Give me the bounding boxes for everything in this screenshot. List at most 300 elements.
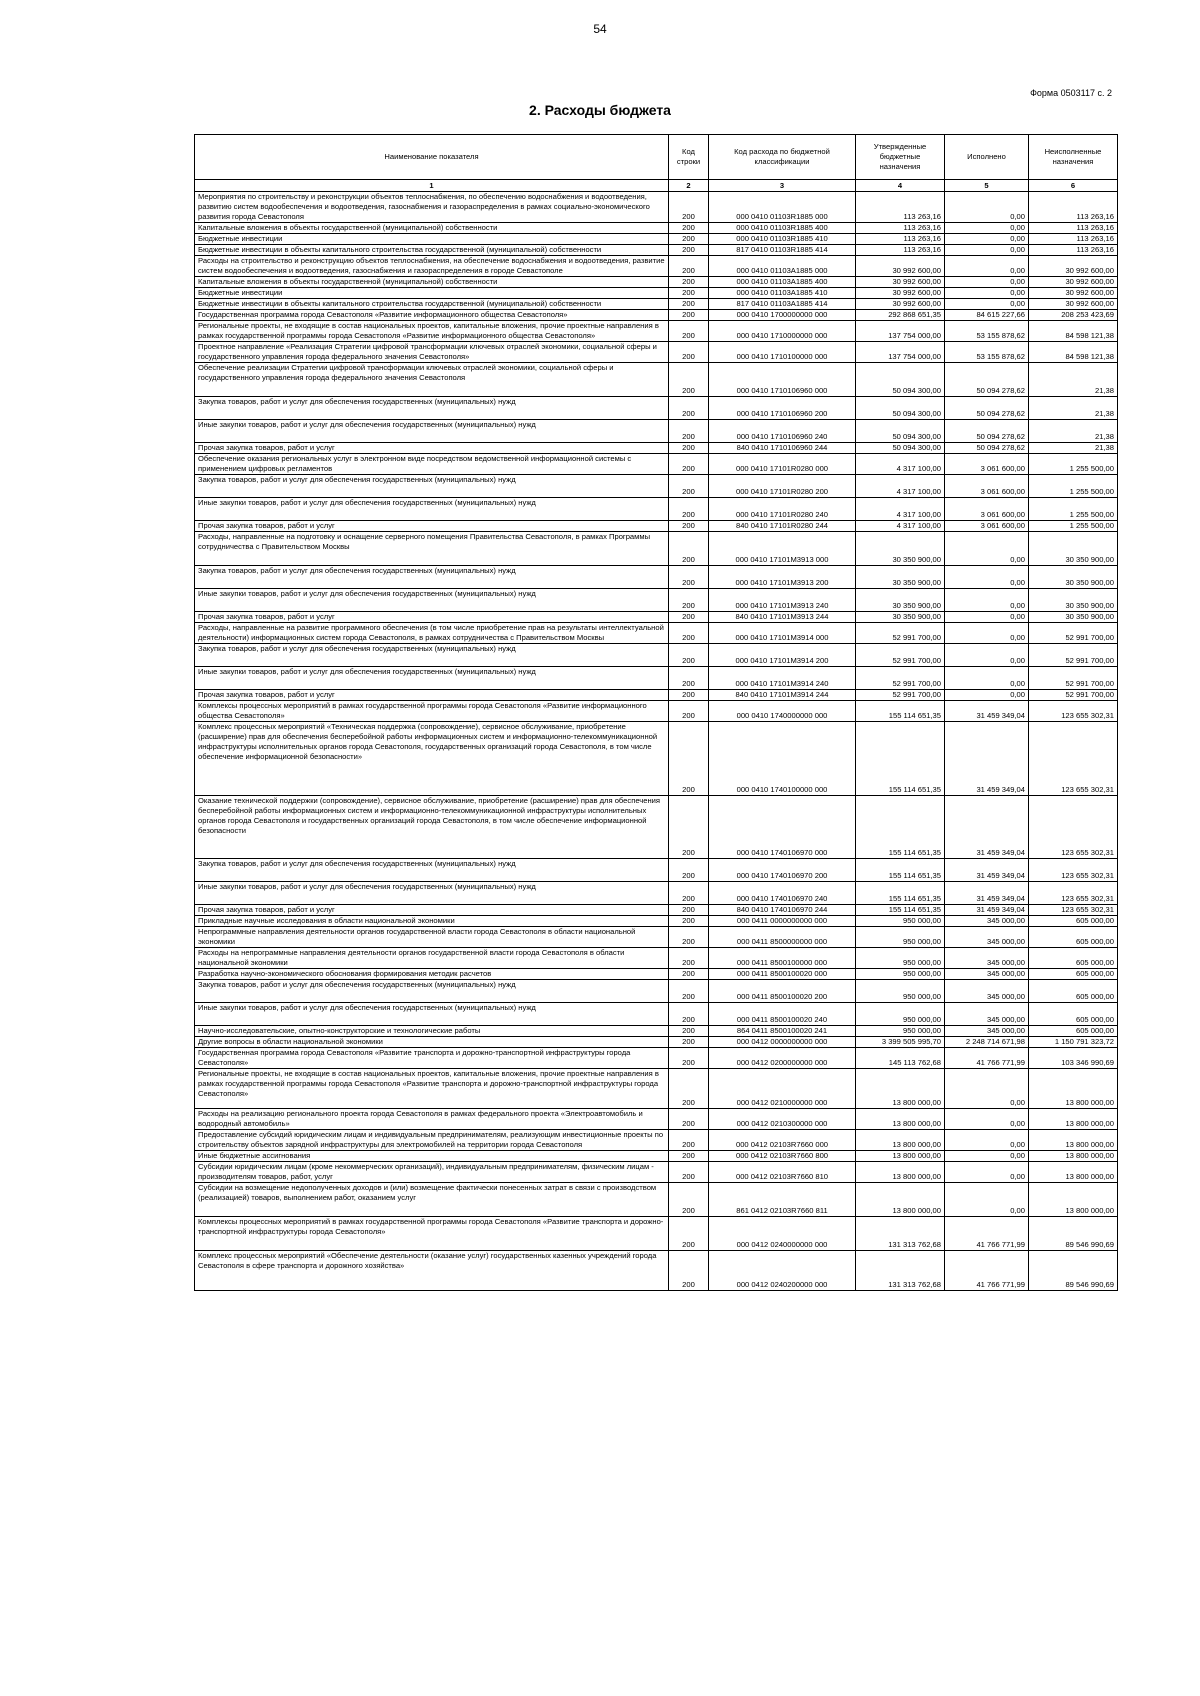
table-row bbox=[195, 532, 1118, 566]
row-approved: 155 114 651,35 bbox=[856, 722, 945, 796]
row-approved: 30 992 600,00 bbox=[856, 299, 945, 310]
row-budget-code: 840 0410 17101M3913 244 bbox=[709, 612, 856, 623]
row-executed: 345 000,00 bbox=[945, 916, 1029, 927]
row-budget-code: 000 0412 0210000000 000 bbox=[709, 1069, 856, 1109]
row-code: 200 bbox=[669, 1162, 709, 1183]
row-name: Обеспечение оказания региональных услуг в электронном виде посредством ведомственной информационной системы с применением цифровых регламентов bbox=[195, 454, 669, 475]
row-name: Иные закупки товаров, работ и услуг для обеспечения государственных (муниципальных) нужд bbox=[195, 667, 669, 690]
row-name: Региональные проекты, не входящие в состав национальных проектов, капитальные вложения, прочие проектные направления в рамках государственной программы города Севастополя «Развитие транспорта и дорожно-транспортной инфраструктуры города Севастополя» bbox=[195, 1069, 669, 1109]
row-budget-code: 000 0412 0000000000 000 bbox=[709, 1037, 856, 1048]
row-approved: 950 000,00 bbox=[856, 969, 945, 980]
row-unexecuted: 1 255 500,00 bbox=[1029, 498, 1118, 521]
row-code: 200 bbox=[669, 1251, 709, 1291]
row-unexecuted: 605 000,00 bbox=[1029, 927, 1118, 948]
row-unexecuted: 30 992 600,00 bbox=[1029, 256, 1118, 277]
row-name: Непрограммные направления деятельности органов государственной власти города Севастополя в области национальной экономики bbox=[195, 927, 669, 948]
row-approved: 30 992 600,00 bbox=[856, 288, 945, 299]
row-unexecuted: 52 991 700,00 bbox=[1029, 623, 1118, 644]
row-unexecuted: 13 800 000,00 bbox=[1029, 1109, 1118, 1130]
row-unexecuted: 113 263,16 bbox=[1029, 192, 1118, 223]
row-budget-code: 861 0412 02103R7660 811 bbox=[709, 1183, 856, 1217]
row-executed: 345 000,00 bbox=[945, 948, 1029, 969]
table-row bbox=[195, 882, 1118, 905]
row-executed: 3 061 600,00 bbox=[945, 475, 1029, 498]
row-unexecuted: 113 263,16 bbox=[1029, 234, 1118, 245]
row-name: Другие вопросы в области национальной экономики bbox=[195, 1037, 669, 1048]
table-row bbox=[195, 1069, 1118, 1109]
row-code: 200 bbox=[669, 363, 709, 397]
row-unexecuted: 1 255 500,00 bbox=[1029, 454, 1118, 475]
row-executed: 50 094 278,62 bbox=[945, 420, 1029, 443]
row-executed: 50 094 278,62 bbox=[945, 397, 1029, 420]
row-name: Прочая закупка товаров, работ и услуг bbox=[195, 612, 669, 623]
row-name: Мероприятия по строительству и реконструкции объектов теплоснабжения, по обеспечению водоснабжения и водоотведения, развитию систем водообеспечения и водоотведения, газоснабжения и газораспределения в рамках социально-экономического развития города Севастополя bbox=[195, 192, 669, 223]
row-executed: 0,00 bbox=[945, 690, 1029, 701]
row-budget-code: 000 0410 17101M3913 200 bbox=[709, 566, 856, 589]
row-code: 200 bbox=[669, 288, 709, 299]
row-unexecuted: 30 350 900,00 bbox=[1029, 589, 1118, 612]
row-budget-code: 000 0411 8500100020 000 bbox=[709, 969, 856, 980]
row-executed: 345 000,00 bbox=[945, 980, 1029, 1003]
row-name: Государственная программа города Севастополя «Развитие информационного общества Севастополя» bbox=[195, 310, 669, 321]
table-row bbox=[195, 1003, 1118, 1026]
row-approved: 30 992 600,00 bbox=[856, 256, 945, 277]
budget-expenses-table bbox=[194, 134, 1118, 1291]
row-approved: 13 800 000,00 bbox=[856, 1162, 945, 1183]
header-name: Наименование показателя bbox=[195, 135, 669, 180]
row-budget-code: 000 0410 17101M3914 240 bbox=[709, 667, 856, 690]
row-executed: 0,00 bbox=[945, 623, 1029, 644]
table-row bbox=[195, 1183, 1118, 1217]
row-unexecuted: 1 150 791 323,72 bbox=[1029, 1037, 1118, 1048]
row-approved: 292 868 651,35 bbox=[856, 310, 945, 321]
table-row bbox=[195, 420, 1118, 443]
row-code: 200 bbox=[669, 342, 709, 363]
row-code: 200 bbox=[669, 521, 709, 532]
row-unexecuted: 13 800 000,00 bbox=[1029, 1183, 1118, 1217]
table-row bbox=[195, 667, 1118, 690]
table-row bbox=[195, 905, 1118, 916]
row-executed: 0,00 bbox=[945, 667, 1029, 690]
row-budget-code: 000 0410 1710000000 000 bbox=[709, 321, 856, 342]
table-row bbox=[195, 397, 1118, 420]
row-code: 200 bbox=[669, 1183, 709, 1217]
row-code: 200 bbox=[669, 223, 709, 234]
row-budget-code: 000 0410 1740100000 000 bbox=[709, 722, 856, 796]
row-budget-code: 000 0410 1710100000 000 bbox=[709, 342, 856, 363]
row-approved: 50 094 300,00 bbox=[856, 363, 945, 397]
row-executed: 31 459 349,04 bbox=[945, 722, 1029, 796]
row-code: 200 bbox=[669, 612, 709, 623]
table-row bbox=[195, 363, 1118, 397]
table-row bbox=[195, 859, 1118, 882]
row-code: 200 bbox=[669, 905, 709, 916]
table-row bbox=[195, 1130, 1118, 1151]
header-budget-code: Код расхода по бюджетной классификации bbox=[709, 135, 856, 180]
row-unexecuted: 123 655 302,31 bbox=[1029, 882, 1118, 905]
row-approved: 137 754 000,00 bbox=[856, 342, 945, 363]
table-row bbox=[195, 234, 1118, 245]
row-code: 200 bbox=[669, 690, 709, 701]
row-name: Комплекс процессных мероприятий «Техническая поддержка (сопровождение), сервисное обслуживание, приобретение (расширение) прав для обеспечения бесперебойной работы информационных систем и информационно-телекоммуникационной инфраструктуры исполнительных органов города Севастополя, государственных организаций города Севастополя, в том числе обеспечение информационной безопасности» bbox=[195, 722, 669, 796]
row-budget-code: 000 0410 01103R1885 410 bbox=[709, 234, 856, 245]
row-code: 200 bbox=[669, 859, 709, 882]
row-budget-code: 000 0410 1740106970 200 bbox=[709, 859, 856, 882]
header-approved: Утвержденные бюджетные назначения bbox=[856, 135, 945, 180]
row-executed: 345 000,00 bbox=[945, 927, 1029, 948]
row-budget-code: 000 0410 1740106970 000 bbox=[709, 796, 856, 859]
row-unexecuted: 21,38 bbox=[1029, 420, 1118, 443]
row-executed: 41 766 771,99 bbox=[945, 1048, 1029, 1069]
row-unexecuted: 21,38 bbox=[1029, 443, 1118, 454]
row-code: 200 bbox=[669, 245, 709, 256]
row-unexecuted: 89 546 990,69 bbox=[1029, 1217, 1118, 1251]
row-code: 200 bbox=[669, 321, 709, 342]
row-executed: 31 459 349,04 bbox=[945, 796, 1029, 859]
row-approved: 3 399 505 995,70 bbox=[856, 1037, 945, 1048]
table-row bbox=[195, 1037, 1118, 1048]
table-row bbox=[195, 623, 1118, 644]
row-approved: 52 991 700,00 bbox=[856, 667, 945, 690]
row-budget-code: 000 0412 02103R7660 000 bbox=[709, 1130, 856, 1151]
row-approved: 52 991 700,00 bbox=[856, 644, 945, 667]
row-unexecuted: 52 991 700,00 bbox=[1029, 644, 1118, 667]
row-executed: 0,00 bbox=[945, 234, 1029, 245]
row-unexecuted: 21,38 bbox=[1029, 397, 1118, 420]
row-name: Иные закупки товаров, работ и услуг для обеспечения государственных (муниципальных) нужд bbox=[195, 589, 669, 612]
row-name: Иные закупки товаров, работ и услуг для обеспечения государственных (муниципальных) нужд bbox=[195, 1003, 669, 1026]
row-executed: 0,00 bbox=[945, 1162, 1029, 1183]
row-approved: 131 313 762,68 bbox=[856, 1251, 945, 1291]
table-row bbox=[195, 498, 1118, 521]
row-approved: 4 317 100,00 bbox=[856, 498, 945, 521]
row-code: 200 bbox=[669, 623, 709, 644]
row-code: 200 bbox=[669, 443, 709, 454]
column-number: 3 bbox=[709, 180, 856, 192]
table-row bbox=[195, 1048, 1118, 1069]
row-unexecuted: 30 992 600,00 bbox=[1029, 277, 1118, 288]
row-name: Расходы, направленные на подготовку и оснащение серверного помещения Правительства Севастополя, в рамках Программы сотрудничества с Правительством Москвы bbox=[195, 532, 669, 566]
row-name: Закупка товаров, работ и услуг для обеспечения государственных (муниципальных) нужд bbox=[195, 980, 669, 1003]
row-code: 200 bbox=[669, 1003, 709, 1026]
row-executed: 0,00 bbox=[945, 644, 1029, 667]
row-name: Закупка товаров, работ и услуг для обеспечения государственных (муниципальных) нужд bbox=[195, 397, 669, 420]
row-name: Прочая закупка товаров, работ и услуг bbox=[195, 443, 669, 454]
row-executed: 0,00 bbox=[945, 1109, 1029, 1130]
row-unexecuted: 52 991 700,00 bbox=[1029, 667, 1118, 690]
row-name: Закупка товаров, работ и услуг для обеспечения государственных (муниципальных) нужд bbox=[195, 859, 669, 882]
row-approved: 113 263,16 bbox=[856, 223, 945, 234]
row-name: Комплексы процессных мероприятий в рамках государственной программы города Севастополя «Развитие информационного общества Севастополя» bbox=[195, 701, 669, 722]
row-code: 200 bbox=[669, 256, 709, 277]
table-row bbox=[195, 223, 1118, 234]
row-name: Региональные проекты, не входящие в состав национальных проектов, капитальные вложения, прочие проектные направления в рамках государственной программы города Севастополя «Развитие информационного общества Севастополя» bbox=[195, 321, 669, 342]
row-unexecuted: 123 655 302,31 bbox=[1029, 701, 1118, 722]
row-approved: 52 991 700,00 bbox=[856, 623, 945, 644]
row-code: 200 bbox=[669, 1069, 709, 1109]
row-budget-code: 840 0410 17101M3914 244 bbox=[709, 690, 856, 701]
table-row bbox=[195, 1217, 1118, 1251]
row-name: Комплексы процессных мероприятий в рамках государственной программы города Севастополя «Развитие транспорта и дорожно-транспортной инфраструктуры города Севастополя» bbox=[195, 1217, 669, 1251]
row-executed: 0,00 bbox=[945, 566, 1029, 589]
row-name: Закупка товаров, работ и услуг для обеспечения государственных (муниципальных) нужд bbox=[195, 475, 669, 498]
row-executed: 0,00 bbox=[945, 288, 1029, 299]
row-code: 200 bbox=[669, 796, 709, 859]
row-name: Проектное направление «Реализация Стратегии цифровой трансформации ключевых отраслей экономики, социальной сферы и государственного управления города федерального значения Севастополя» bbox=[195, 342, 669, 363]
table-row bbox=[195, 980, 1118, 1003]
row-unexecuted: 89 546 990,69 bbox=[1029, 1251, 1118, 1291]
row-approved: 155 114 651,35 bbox=[856, 796, 945, 859]
row-code: 200 bbox=[669, 454, 709, 475]
row-budget-code: 000 0412 0240000000 000 bbox=[709, 1217, 856, 1251]
row-name: Субсидии на возмещение недополученных доходов и (или) возмещение фактически понесенных затрат в связи с производством (реализацией) товаров, выполнением работ, оказанием услуг bbox=[195, 1183, 669, 1217]
table-row bbox=[195, 612, 1118, 623]
row-approved: 13 800 000,00 bbox=[856, 1069, 945, 1109]
row-budget-code: 000 0410 1740106970 240 bbox=[709, 882, 856, 905]
column-number: 1 bbox=[195, 180, 669, 192]
row-executed: 50 094 278,62 bbox=[945, 363, 1029, 397]
row-executed: 31 459 349,04 bbox=[945, 905, 1029, 916]
row-unexecuted: 84 598 121,38 bbox=[1029, 321, 1118, 342]
row-code: 200 bbox=[669, 1109, 709, 1130]
row-budget-code: 000 0410 1710106960 240 bbox=[709, 420, 856, 443]
row-name: Капитальные вложения в объекты государственной (муниципальной) собственности bbox=[195, 277, 669, 288]
report-title: 2. Расходы бюджета bbox=[529, 102, 671, 118]
row-budget-code: 840 0410 1740106970 244 bbox=[709, 905, 856, 916]
row-name: Иные закупки товаров, работ и услуг для обеспечения государственных (муниципальных) нужд bbox=[195, 882, 669, 905]
row-code: 200 bbox=[669, 969, 709, 980]
row-budget-code: 840 0410 1710106960 244 bbox=[709, 443, 856, 454]
row-code: 200 bbox=[669, 532, 709, 566]
row-executed: 53 155 878,62 bbox=[945, 321, 1029, 342]
row-budget-code: 000 0411 0000000000 000 bbox=[709, 916, 856, 927]
row-approved: 50 094 300,00 bbox=[856, 443, 945, 454]
table-row bbox=[195, 589, 1118, 612]
row-unexecuted: 52 991 700,00 bbox=[1029, 690, 1118, 701]
row-name: Иные бюджетные ассигнования bbox=[195, 1151, 669, 1162]
row-budget-code: 000 0412 0240200000 000 bbox=[709, 1251, 856, 1291]
row-executed: 0,00 bbox=[945, 192, 1029, 223]
row-executed: 0,00 bbox=[945, 245, 1029, 256]
row-budget-code: 000 0410 01103A1885 000 bbox=[709, 256, 856, 277]
row-name: Комплекс процессных мероприятий «Обеспечение деятельности (оказание услуг) государственных казенных учреждений города Севастополя в сфере транспорта и дорожного хозяйства» bbox=[195, 1251, 669, 1291]
table-row bbox=[195, 475, 1118, 498]
row-approved: 113 263,16 bbox=[856, 245, 945, 256]
row-budget-code: 000 0410 01103A1885 400 bbox=[709, 277, 856, 288]
row-executed: 2 248 714 671,98 bbox=[945, 1037, 1029, 1048]
row-executed: 0,00 bbox=[945, 612, 1029, 623]
row-budget-code: 864 0411 8500100020 241 bbox=[709, 1026, 856, 1037]
row-unexecuted: 103 346 990,69 bbox=[1029, 1048, 1118, 1069]
row-executed: 0,00 bbox=[945, 1151, 1029, 1162]
row-unexecuted: 30 350 900,00 bbox=[1029, 566, 1118, 589]
row-budget-code: 000 0411 8500100020 240 bbox=[709, 1003, 856, 1026]
row-code: 200 bbox=[669, 566, 709, 589]
row-unexecuted: 605 000,00 bbox=[1029, 969, 1118, 980]
header-row-code: Код строки bbox=[669, 135, 709, 180]
table-body bbox=[195, 192, 1118, 1291]
table-row bbox=[195, 796, 1118, 859]
row-executed: 0,00 bbox=[945, 1069, 1029, 1109]
row-approved: 113 263,16 bbox=[856, 234, 945, 245]
table-row bbox=[195, 310, 1118, 321]
row-budget-code: 000 0410 1700000000 000 bbox=[709, 310, 856, 321]
table-row bbox=[195, 722, 1118, 796]
row-budget-code: 000 0411 8500000000 000 bbox=[709, 927, 856, 948]
row-name: Прикладные научные исследования в области национальной экономики bbox=[195, 916, 669, 927]
table-row bbox=[195, 299, 1118, 310]
row-executed: 31 459 349,04 bbox=[945, 701, 1029, 722]
column-number: 2 bbox=[669, 180, 709, 192]
row-code: 200 bbox=[669, 310, 709, 321]
row-executed: 3 061 600,00 bbox=[945, 498, 1029, 521]
row-code: 200 bbox=[669, 927, 709, 948]
row-budget-code: 817 0410 01103R1885 414 bbox=[709, 245, 856, 256]
row-name: Государственная программа города Севастополя «Развитие транспорта и дорожно-транспортной инфраструктуры города Севастополя» bbox=[195, 1048, 669, 1069]
table-row bbox=[195, 321, 1118, 342]
row-budget-code: 000 0412 02103R7660 800 bbox=[709, 1151, 856, 1162]
row-code: 200 bbox=[669, 1026, 709, 1037]
row-name: Расходы на строительство и реконструкцию объектов теплоснабжения, на обеспечение водоснабжения и водоотведения, развитие систем водообеспечения и водоотведения, газоснабжения и газораспределения в городе Севастополе bbox=[195, 256, 669, 277]
row-approved: 155 114 651,35 bbox=[856, 905, 945, 916]
row-approved: 950 000,00 bbox=[856, 927, 945, 948]
row-executed: 0,00 bbox=[945, 1183, 1029, 1217]
row-approved: 950 000,00 bbox=[856, 1003, 945, 1026]
row-executed: 41 766 771,99 bbox=[945, 1251, 1029, 1291]
row-code: 200 bbox=[669, 420, 709, 443]
row-approved: 30 350 900,00 bbox=[856, 612, 945, 623]
row-name: Закупка товаров, работ и услуг для обеспечения государственных (муниципальных) нужд bbox=[195, 644, 669, 667]
row-executed: 0,00 bbox=[945, 277, 1029, 288]
row-budget-code: 000 0410 01103R1885 400 bbox=[709, 223, 856, 234]
row-approved: 155 114 651,35 bbox=[856, 701, 945, 722]
row-code: 200 bbox=[669, 722, 709, 796]
row-approved: 30 350 900,00 bbox=[856, 532, 945, 566]
row-budget-code: 000 0410 17101R0280 240 bbox=[709, 498, 856, 521]
row-code: 200 bbox=[669, 1130, 709, 1151]
row-budget-code: 000 0410 1710106960 000 bbox=[709, 363, 856, 397]
row-budget-code: 000 0410 17101M3914 000 bbox=[709, 623, 856, 644]
row-executed: 84 615 227,66 bbox=[945, 310, 1029, 321]
row-approved: 13 800 000,00 bbox=[856, 1130, 945, 1151]
row-approved: 131 313 762,68 bbox=[856, 1217, 945, 1251]
expenses-table-container bbox=[194, 134, 1117, 1291]
row-name: Закупка товаров, работ и услуг для обеспечения государственных (муниципальных) нужд bbox=[195, 566, 669, 589]
row-code: 200 bbox=[669, 701, 709, 722]
table-row bbox=[195, 454, 1118, 475]
row-approved: 4 317 100,00 bbox=[856, 454, 945, 475]
row-approved: 950 000,00 bbox=[856, 916, 945, 927]
row-executed: 31 459 349,04 bbox=[945, 859, 1029, 882]
row-code: 200 bbox=[669, 1037, 709, 1048]
table-row bbox=[195, 690, 1118, 701]
row-executed: 345 000,00 bbox=[945, 1026, 1029, 1037]
row-unexecuted: 1 255 500,00 bbox=[1029, 521, 1118, 532]
row-budget-code: 840 0410 17101R0280 244 bbox=[709, 521, 856, 532]
row-approved: 950 000,00 bbox=[856, 1026, 945, 1037]
row-name: Иные закупки товаров, работ и услуг для обеспечения государственных (муниципальных) нужд bbox=[195, 498, 669, 521]
row-code: 200 bbox=[669, 1151, 709, 1162]
row-executed: 53 155 878,62 bbox=[945, 342, 1029, 363]
row-budget-code: 817 0410 01103A1885 414 bbox=[709, 299, 856, 310]
row-executed: 3 061 600,00 bbox=[945, 454, 1029, 475]
row-approved: 30 992 600,00 bbox=[856, 277, 945, 288]
table-row bbox=[195, 566, 1118, 589]
row-name: Капитальные вложения в объекты государственной (муниципальной) собственности bbox=[195, 223, 669, 234]
row-unexecuted: 123 655 302,31 bbox=[1029, 859, 1118, 882]
row-code: 200 bbox=[669, 277, 709, 288]
row-budget-code: 000 0410 17101M3913 240 bbox=[709, 589, 856, 612]
row-approved: 155 114 651,35 bbox=[856, 882, 945, 905]
row-name: Расходы на непрограммные направления деятельности органов государственной власти города Севастополя в области национальной экономики bbox=[195, 948, 669, 969]
table-row bbox=[195, 916, 1118, 927]
row-executed: 0,00 bbox=[945, 223, 1029, 234]
table-row bbox=[195, 245, 1118, 256]
row-unexecuted: 30 350 900,00 bbox=[1029, 612, 1118, 623]
row-unexecuted: 13 800 000,00 bbox=[1029, 1162, 1118, 1183]
row-name: Научно-исследовательские, опытно-конструкторские и технологические работы bbox=[195, 1026, 669, 1037]
row-code: 200 bbox=[669, 397, 709, 420]
row-code: 200 bbox=[669, 475, 709, 498]
table-row bbox=[195, 192, 1118, 223]
column-number: 5 bbox=[945, 180, 1029, 192]
row-unexecuted: 113 263,16 bbox=[1029, 245, 1118, 256]
row-name: Обеспечение реализации Стратегии цифровой трансформации ключевых отраслей экономики, социальной сферы и государственного управления города федерального значения Севастополя bbox=[195, 363, 669, 397]
table-row bbox=[195, 1251, 1118, 1291]
row-unexecuted: 208 253 423,69 bbox=[1029, 310, 1118, 321]
row-name: Разработка научно-экономического обоснования формирования методик расчетов bbox=[195, 969, 669, 980]
table-row bbox=[195, 1151, 1118, 1162]
row-name: Иные закупки товаров, работ и услуг для обеспечения государственных (муниципальных) нужд bbox=[195, 420, 669, 443]
table-row bbox=[195, 342, 1118, 363]
row-approved: 950 000,00 bbox=[856, 948, 945, 969]
row-unexecuted: 123 655 302,31 bbox=[1029, 905, 1118, 916]
row-unexecuted: 30 992 600,00 bbox=[1029, 288, 1118, 299]
row-approved: 137 754 000,00 bbox=[856, 321, 945, 342]
table-row bbox=[195, 948, 1118, 969]
row-name: Расходы на реализацию регионального проекта города Севастополя в рамках федерального проекта «Электроавтомобиль и водородный автомобиль» bbox=[195, 1109, 669, 1130]
row-code: 200 bbox=[669, 498, 709, 521]
row-code: 200 bbox=[669, 916, 709, 927]
row-approved: 52 991 700,00 bbox=[856, 690, 945, 701]
page-number: 54 bbox=[593, 22, 607, 36]
row-budget-code: 000 0412 0200000000 000 bbox=[709, 1048, 856, 1069]
table-row bbox=[195, 644, 1118, 667]
column-number: 4 bbox=[856, 180, 945, 192]
row-code: 200 bbox=[669, 644, 709, 667]
row-name: Предоставление субсидий юридическим лицам и индивидуальным предпринимателям, реализующим инвестиционные проекты по строительству объектов зарядной инфраструктуры для электромобилей на территории города Севастополя bbox=[195, 1130, 669, 1151]
row-code: 200 bbox=[669, 234, 709, 245]
row-approved: 30 350 900,00 bbox=[856, 589, 945, 612]
row-unexecuted: 84 598 121,38 bbox=[1029, 342, 1118, 363]
row-unexecuted: 1 255 500,00 bbox=[1029, 475, 1118, 498]
row-executed: 0,00 bbox=[945, 532, 1029, 566]
row-code: 200 bbox=[669, 299, 709, 310]
row-code: 200 bbox=[669, 1217, 709, 1251]
row-unexecuted: 13 800 000,00 bbox=[1029, 1069, 1118, 1109]
row-approved: 50 094 300,00 bbox=[856, 420, 945, 443]
row-executed: 3 061 600,00 bbox=[945, 521, 1029, 532]
row-approved: 155 114 651,35 bbox=[856, 859, 945, 882]
row-unexecuted: 21,38 bbox=[1029, 363, 1118, 397]
table-row bbox=[195, 288, 1118, 299]
row-budget-code: 000 0410 17101M3913 000 bbox=[709, 532, 856, 566]
row-budget-code: 000 0410 17101R0280 000 bbox=[709, 454, 856, 475]
row-name: Бюджетные инвестиции bbox=[195, 234, 669, 245]
row-budget-code: 000 0412 02103R7660 810 bbox=[709, 1162, 856, 1183]
row-approved: 13 800 000,00 bbox=[856, 1183, 945, 1217]
row-code: 200 bbox=[669, 192, 709, 223]
